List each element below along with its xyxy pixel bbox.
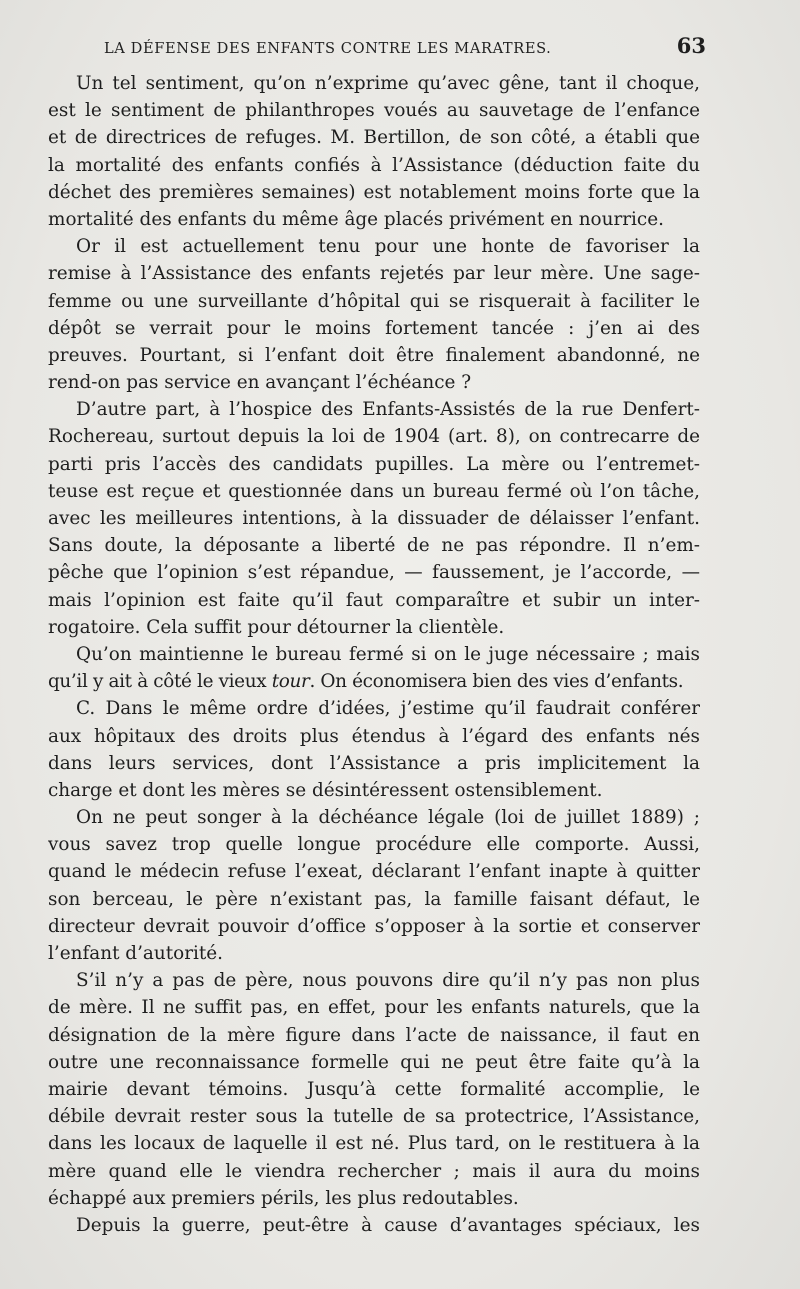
- text-line: mère quand elle le viendra rechercher ; mais il aura du moins: [48, 1160, 700, 1182]
- text-segment: qu’il y ait à côté le vieux: [48, 671, 272, 693]
- text-line: dans leurs services, dont l’Assistance a pris implicitement la: [48, 752, 700, 774]
- text-line: femme ou une surveillante d’hôpital qui se risquerait à faciliter le: [48, 290, 700, 312]
- text-line: son berceau, le père n’existant pas, la famille faisant défaut, le: [48, 888, 700, 910]
- body-text: [48, 70, 700, 1239]
- italic-word: tour: [271, 671, 310, 693]
- text-line: avec les meilleures intentions, à la dissuader de délaisser l’enfant.: [48, 508, 700, 529]
- text-line: Un tel sentiment, qu’on n’exprime qu’avec gêne, tant il choque,: [76, 73, 700, 94]
- text-line: parti pris l’accès des candidats pupilles. La mère ou l’entremet-: [48, 453, 700, 475]
- text-line: rend-on pas service en avançant l’échéance ?: [48, 372, 472, 394]
- text-line: D’autre part, à l’hospice des Enfants-Assistés de la rue Denfert-: [76, 399, 700, 421]
- text-line: désignation de la mère figure dans l’acte de naissance, il faut en: [48, 1024, 700, 1046]
- text-line: directeur devrait pouvoir d’office s’opposer à la sortie et conserver: [48, 915, 700, 937]
- running-head: [104, 33, 706, 61]
- text-line: Rochereau, surtout depuis la loi de 1904 (art. 8), on contrecarre de: [48, 426, 700, 448]
- text-line: mais l’opinion est faite qu’il faut comparaître et subir un inter-: [48, 589, 700, 611]
- text-segment: . On économisera bien des vies d’enfants.: [309, 671, 684, 693]
- page-number: 63: [676, 33, 706, 58]
- text-line: dans les locaux de laquelle il est né. Plus tard, on le restituera à la: [48, 1133, 700, 1155]
- text-line: de mère. Il ne suffit pas, en effet, pour les enfants naturels, que la: [48, 997, 700, 1019]
- text-line: charge et dont les mères se désintéressent ostensiblement.: [48, 779, 603, 801]
- running-title: LA DÉFENSE DES ENFANTS CONTRE LES MARATRES.: [104, 40, 552, 57]
- text-line: On ne peut songer à la déchéance légale (loi de juillet 1889) ;: [76, 807, 700, 829]
- text-line: remise à l’Assistance des enfants rejetés par leur mère. Une sage-: [48, 263, 700, 285]
- text-line: S’il n’y a pas de père, nous pouvons dire qu’il n’y pas non plus: [76, 970, 700, 992]
- text-line: Sans doute, la déposante a liberté de ne pas répondre. Il n’em-: [48, 535, 700, 557]
- text-line: Or il est actuellement tenu pour une honte de favoriser la: [76, 236, 700, 258]
- text-line: [48, 668, 700, 695]
- text-line: C. Dans le même ordre d’idées, j’estime qu’il faudrait conférer: [76, 698, 700, 720]
- text-line: la mortalité des enfants confiés à l’Assistance (déduction faite du: [48, 154, 700, 176]
- text-line: est le sentiment de philanthropes voués au sauvetage de l’enfance: [48, 100, 700, 122]
- text-line: dépôt se verrait pour le moins fortement tancée : j’en ai des: [48, 317, 700, 339]
- text-line: l’enfant d’autorité.: [48, 943, 223, 964]
- text-line: échappé aux premiers périls, les plus redoutables.: [48, 1187, 519, 1209]
- text-line: preuves. Pourtant, si l’enfant doit être finalement abandonné, ne: [48, 344, 700, 366]
- text-line: Qu’on maintienne le bureau fermé si on le juge nécessaire ; mais: [76, 643, 700, 665]
- text-line: pêche que l’opinion s’est répandue, — faussement, je l’accorde, —: [48, 562, 700, 584]
- text-line: et de directrices de refuges. M. Bertillon, de son côté, a établi que: [48, 127, 700, 149]
- text-line: mairie devant témoins. Jusqu’à cette formalité accomplie, le: [48, 1078, 700, 1100]
- text-line: déchet des premières semaines) est notablement moins forte que la: [48, 181, 700, 203]
- text-line: teuse est reçue et questionnée dans un bureau fermé où l’on tâche,: [48, 480, 700, 502]
- text-line: outre une reconnaissance formelle qui ne peut être faite qu’à la: [48, 1051, 700, 1073]
- text-line: débile devrait rester sous la tutelle de sa protectrice, l’Assistance,: [48, 1106, 700, 1128]
- text-line: mortalité des enfants du même âge placés privément en nourrice.: [48, 208, 664, 230]
- text-line: rogatoire. Cela suffit pour détourner la clientèle.: [48, 616, 505, 638]
- text-line: Depuis la guerre, peut-être à cause d’avantages spéciaux, les: [76, 1214, 700, 1236]
- text-line: vous savez trop quelle longue procédure elle comporte. Aussi,: [48, 834, 700, 856]
- text-line: aux hôpitaux des droits plus étendus à l’égard des enfants nés: [48, 725, 700, 747]
- text-line: quand le médecin refuse l’exeat, déclarant l’enfant inapte à quitter: [48, 861, 700, 883]
